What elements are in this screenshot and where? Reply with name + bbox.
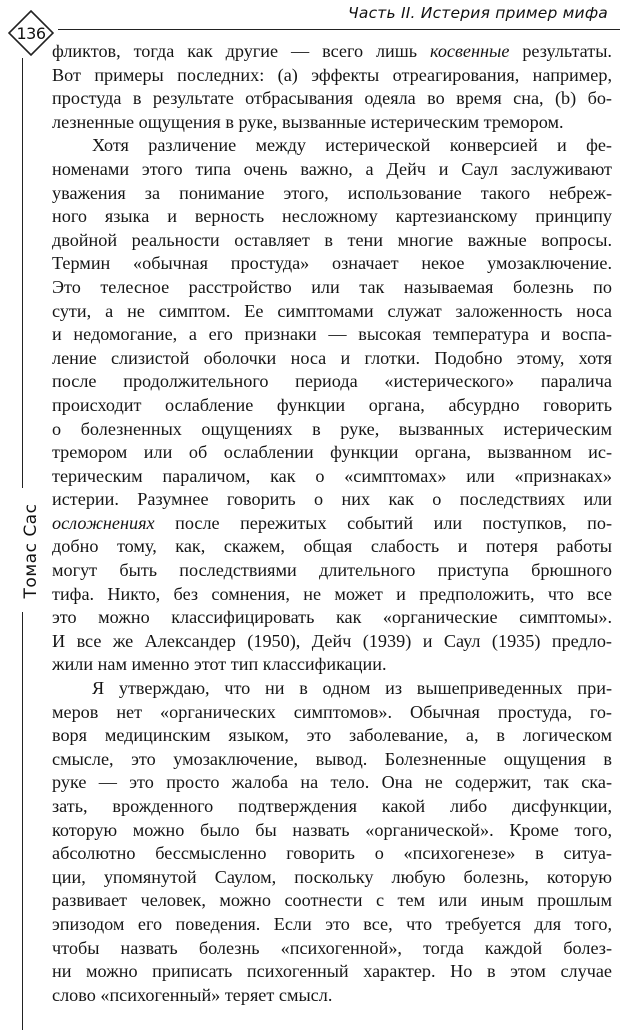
text-line: И все же Александер (1950), Дейч (1939) и Саул (1935) предло- bbox=[52, 630, 612, 651]
text-line: добно тому, как, скажем, общая слабость и потеря работы bbox=[52, 536, 612, 557]
body-text bbox=[52, 40, 612, 1007]
text-line: которую можно было бы назвать «органической». Кроме того, bbox=[52, 819, 612, 840]
text-line: руке — это просто жалоба на тело. Она не содержит, так ска- bbox=[52, 772, 612, 793]
text-line: происходит ослабление функции органа, абсурдно говорить bbox=[52, 394, 612, 415]
text-line: жили нам именно этот тип классификации. bbox=[52, 654, 387, 675]
text-line: смысле, это умозаключение, вывод. Болезненные ощущения в bbox=[52, 748, 612, 769]
page-number: 136 bbox=[16, 23, 46, 43]
text-line: простуда в результате отбрасывания одеяла во время сна, (b) бо- bbox=[52, 88, 612, 109]
text-line: двойной реальности оставляет в тени многие важные вопросы. bbox=[52, 229, 612, 250]
text-line: меров нет «органических симптомов». Обычная простуда, го- bbox=[52, 701, 612, 722]
text-line: фликтов, тогда как другие — всего лишь косвенные результаты. bbox=[52, 41, 612, 61]
running-title: Часть II. Истерия пример мифа bbox=[348, 4, 608, 22]
text-line: развивает человек, можно соотнести с тем или иным прошлым bbox=[52, 890, 612, 911]
text-line: воря медицинским языком, это заболевание, а, в логическом bbox=[52, 725, 612, 746]
text-line: после продолжительного периода «истерического» паралича bbox=[52, 371, 612, 392]
text-line: это можно классифицировать как «органические симптомы». bbox=[52, 607, 612, 628]
text-line: номенами этого типа очень важно, а Дейч и Саул заслуживают bbox=[52, 158, 612, 179]
text-line: абсолютно бессмысленно говорить о «психогенезе» в ситуа- bbox=[52, 843, 612, 864]
text-line: ление слизистой оболочки носа и глотки. Подобно этому, хотя bbox=[52, 347, 612, 368]
text-line: о болезненных ощущениях в руке, вызванных истерическим bbox=[52, 418, 612, 439]
emphasized-text: косвенные bbox=[430, 41, 510, 61]
paragraph-3 bbox=[52, 677, 612, 1007]
text-line: сути, а не симптом. Ее симптомами служат заложенность носа bbox=[52, 300, 612, 321]
paragraph-2 bbox=[52, 134, 612, 677]
text-line: истерии. Разумнее говорить о них как о последствиях или bbox=[52, 489, 612, 510]
text-line: эпизодом его поведения. Если это все, что требуется для того, bbox=[52, 913, 612, 934]
text-line: ни можно приписать психогенный характер. Но в этом случае bbox=[52, 961, 612, 982]
text-line: Хотя различение между истерической конверсией и фе- bbox=[92, 135, 612, 156]
text-line: Это телесное расстройство или так называемая болезнь по bbox=[52, 276, 612, 297]
text-line: чтобы назвать болезнь «психогенной», тогда каждой болез- bbox=[52, 937, 612, 958]
text-line: лезненные ощущения в руке, вызванные истерическим тремором. bbox=[52, 111, 564, 132]
text-line: Термин «обычная простуда» означает некое умозаключение. bbox=[52, 253, 612, 274]
text-line: уважения за понимание этого, использование такого небреж- bbox=[52, 182, 612, 203]
text-line: терическим параличом, как о «симптомах» или «признаках» bbox=[52, 465, 612, 486]
author-name: Томас Сас bbox=[21, 503, 41, 599]
text-line: слово «психогенный» теряет смысл. bbox=[52, 984, 333, 1005]
text-line: зать, врожденного подтверждения какой либо дисфункции, bbox=[52, 796, 612, 816]
text-line: могут быть последствиями длительного приступа брюшного bbox=[52, 560, 612, 581]
text-line: ции, упомянутой Саулом, поскольку любую болезнь, которую bbox=[52, 866, 612, 887]
header-rule bbox=[58, 29, 620, 30]
text-line: осложнениях после пережитых событий или поступков, по- bbox=[52, 512, 612, 533]
side-rule-bottom bbox=[22, 612, 23, 1030]
text-line: Вот примеры последних: (а) эффекты отреагирования, например, bbox=[52, 64, 612, 85]
text-line: тифа. Никто, без сомнения, не может и предположить, что все bbox=[52, 583, 612, 604]
text-line: и недомогание, а его признаки — высокая температура и воспа- bbox=[52, 324, 612, 345]
text-line: тремором или об ослаблении функции органа, вызванном ис- bbox=[52, 442, 612, 463]
text-line: Я утверждаю, что ни в одном из вышеприведенных при- bbox=[92, 678, 612, 699]
emphasized-text: осложнениях bbox=[52, 512, 155, 533]
text-line: ного языка и верность несложному картезианскому принципу bbox=[52, 206, 612, 227]
side-rule-top bbox=[22, 58, 23, 488]
paragraph-1 bbox=[52, 40, 612, 134]
